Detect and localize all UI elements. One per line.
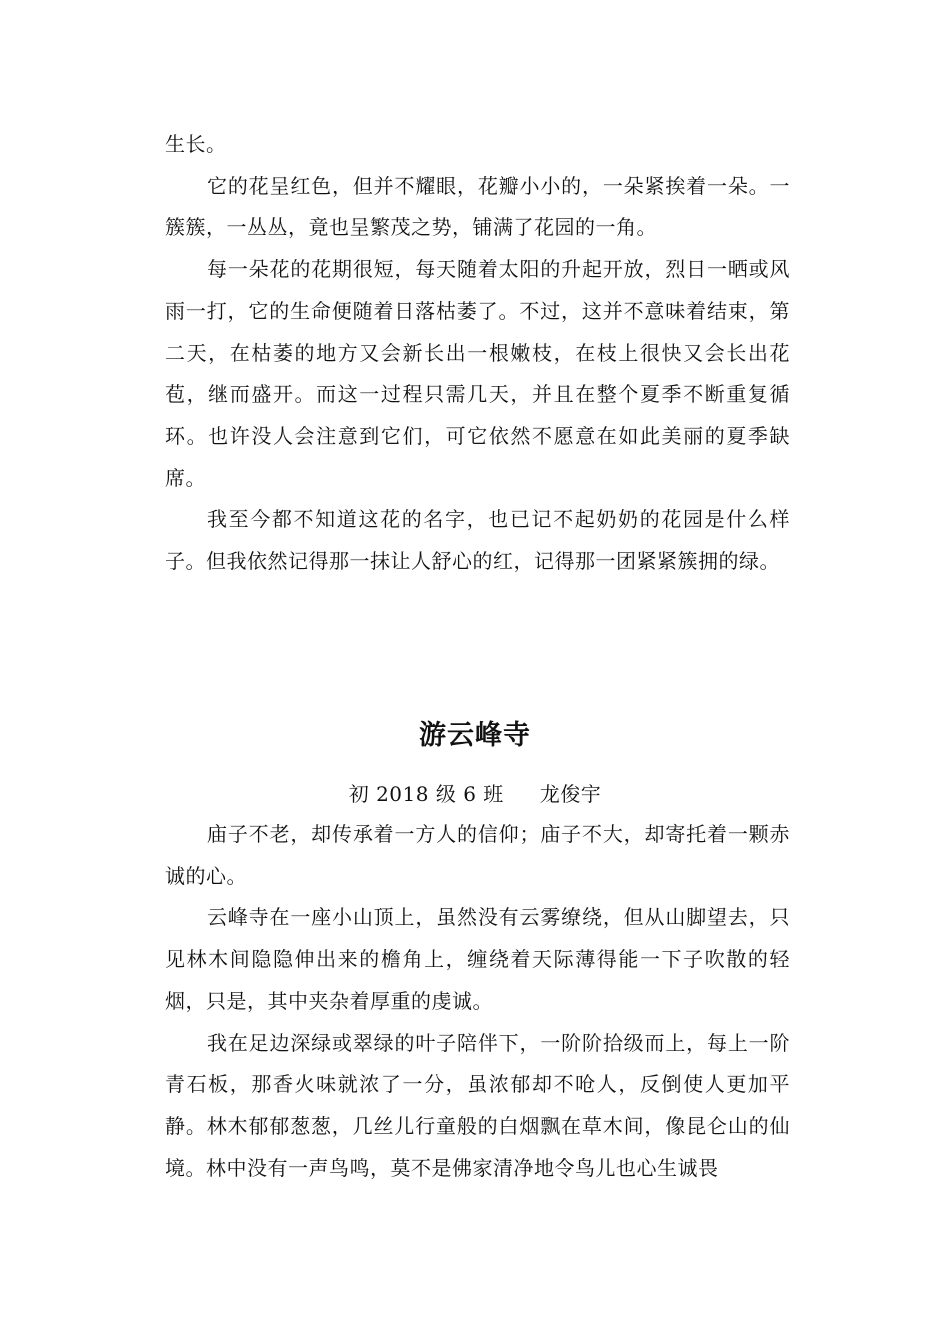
- article-body: [165, 814, 790, 1189]
- paragraph: 生长。: [165, 132, 227, 156]
- article-title: 游云峰寺: [419, 720, 531, 751]
- author-name: 龙俊宇: [539, 782, 602, 806]
- class-label: 初 2018 级 6 班: [348, 782, 504, 806]
- previous-essay-continuation: [165, 124, 790, 583]
- paragraph: 我在足边深绿或翠绿的叶子陪伴下，一阶阶拾级而上，每上一阶青石板，那香火味就浓了一分，虽浓郁却不呛人，反倒使人更加平静。林木郁郁葱葱，几丝儿行童般的白烟飘在草木间，像昆仑山的仙境。林中没有一声鸟鸣，莫不是佛家清净地令鸟儿也心生诚畏: [165, 1030, 790, 1180]
- paragraph: 它的花呈红色，但并不耀眼，花瓣小小的，一朵紧挨着一朵。一簇簇，一丛丛，竟也呈繁茂之势，铺满了花园的一角。: [165, 173, 790, 240]
- paragraph: 云峰寺在一座小山顶上，虽然没有云雾缭绕，但从山脚望去，只见林木间隐隐伸出来的檐角上，缠绕着天际薄得能一下子吹散的轻烟，只是，其中夹杂着厚重的虔诚。: [165, 905, 790, 1013]
- paragraph: 庙子不老，却传承着一方人的信仰；庙子不大，却寄托着一颗赤诚的心。: [165, 822, 790, 888]
- paragraph: 我至今都不知道这花的名字，也已记不起奶奶的花园是什么样子。但我依然记得那一抹让人舒心的红，记得那一团紧紧簇拥的绿。: [165, 507, 790, 574]
- article-byline: [0, 776, 950, 812]
- paragraph: 每一朵花的花期很短，每天随着太阳的升起开放，烈日一晒或风雨一打，它的生命便随着日落枯萎了。不过，这并不意味着结束，第二天，在枯萎的地方又会新长出一根嫩枝，在枝上很快又会长出花苞，继而盛开。而这一过程只需几天，并且在整个夏季不断重复循环。也许没人会注意到它们，可它依然不愿意在如此美丽的夏季缺席。: [165, 257, 790, 490]
